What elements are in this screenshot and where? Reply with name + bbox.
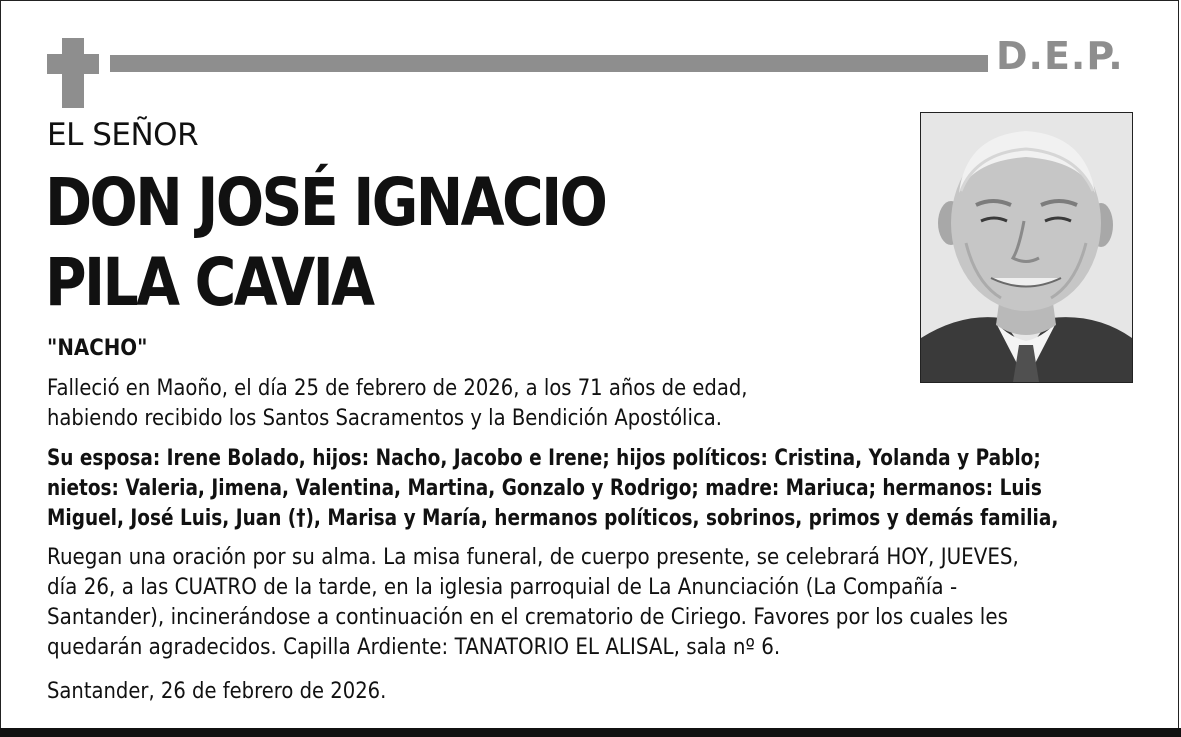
family-list xyxy=(47,444,1058,534)
funeral-line: Santander), incinerándose a continuación en el crematorio de Ciriego. Favores por los cuales les xyxy=(47,605,1008,630)
funeral-line: Ruegan una oración por su alma. La misa funeral, de cuerpo presente, se celebrará HOY, JUEVES, xyxy=(47,545,1019,570)
funeral-details xyxy=(47,543,1019,663)
portrait-photo xyxy=(920,112,1133,383)
family-line: nietos: Valeria, Jimena, Valentina, Martina, Gonzalo y Rodrigo; madre: Mariuca; hermanos: Luis xyxy=(47,476,1042,501)
death-info xyxy=(47,374,748,434)
bottom-border xyxy=(0,728,1181,737)
cross-icon-arm xyxy=(47,54,99,74)
place-date: Santander, 26 de febrero de 2026. xyxy=(47,679,387,704)
title-prefix: EL SEÑOR xyxy=(47,117,199,153)
death-info-line: habiendo recibido los Santos Sacramentos y la Bendición Apostólica. xyxy=(47,406,722,431)
portrait-illustration xyxy=(921,113,1132,382)
deceased-name-line-1: DON JOSÉ IGNACIO xyxy=(45,164,606,241)
header-rule xyxy=(110,55,988,72)
funeral-line: quedarán agradecidos. Capilla Ardiente: TANATORIO EL ALISAL, sala nº 6. xyxy=(47,635,781,660)
death-info-line: Falleció en Maoño, el día 25 de febrero de 2026, a los 71 años de edad, xyxy=(47,376,748,401)
deceased-name-line-2: PILA CAVIA xyxy=(45,244,373,321)
family-line: Miguel, José Luis, Juan (†), Marisa y María, hermanos políticos, sobrinos, primos y demás familia, xyxy=(47,506,1059,531)
deceased-nickname: "NACHO" xyxy=(47,336,148,361)
family-line: Su esposa: Irene Bolado, hijos: Nacho, Jacobo e Irene; hijos políticos: Cristina, Yolanda y Pablo; xyxy=(47,446,1041,471)
dep-label: D.E.P. xyxy=(996,34,1124,78)
funeral-line: día 26, a las CUATRO de la tarde, en la iglesia parroquial de La Anunciación (La Compañía - xyxy=(47,575,958,600)
